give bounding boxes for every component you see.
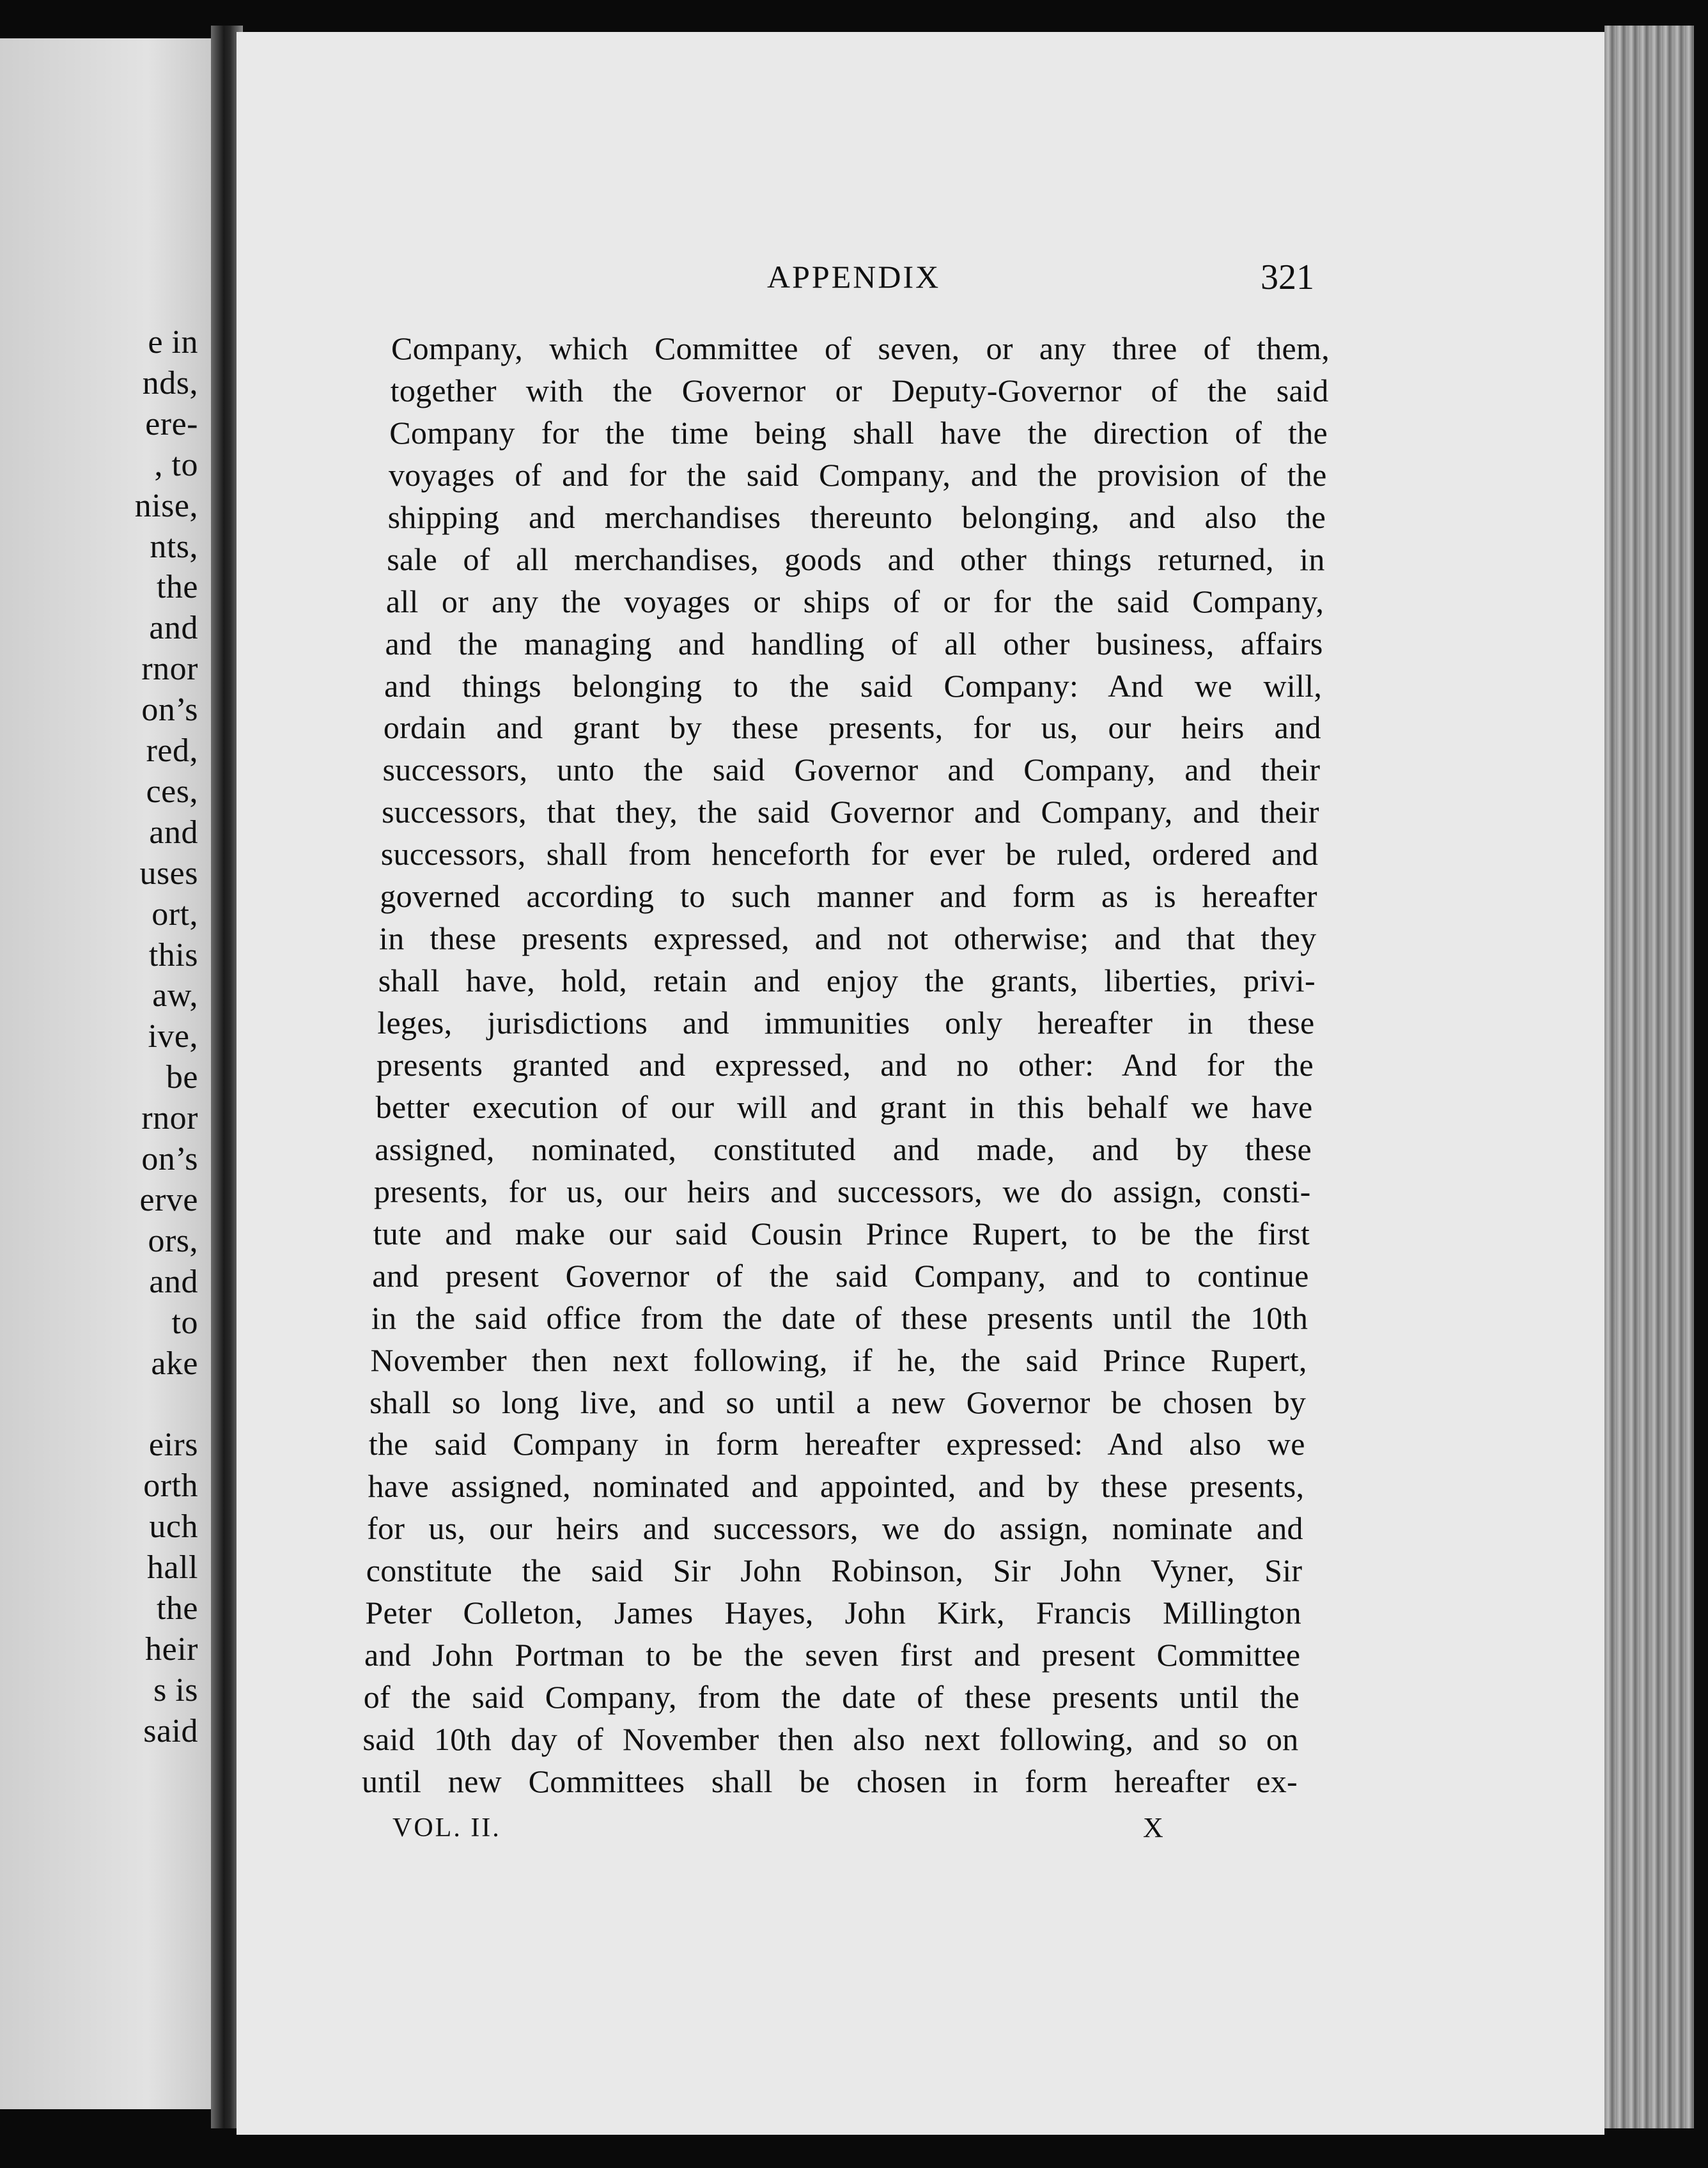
text-line: Company for the time being shall have the direction of the — [389, 414, 1328, 451]
text-line: successors, that they, the said Governor and Company, and their — [382, 794, 1319, 830]
left-page-line: uch — [149, 1508, 198, 1545]
left-page-line: on’s — [141, 692, 198, 729]
left-page-line: nds, — [142, 364, 198, 401]
left-page-line: uses — [139, 855, 198, 892]
text-line: have assigned, nominated and appointed, and by these presents, — [368, 1468, 1305, 1505]
text-line: shall have, hold, retain and enjoy the grants, liberties, privi- — [378, 963, 1316, 999]
left-page-line: rnor — [141, 1100, 198, 1137]
text-line: successors, shall from henceforth for ever be ruled, ordered and — [380, 836, 1319, 872]
text-line: constitute the said Sir John Robinson, Sir John Vyner, Sir — [366, 1552, 1303, 1589]
footer-volume: VOL. II. — [392, 1813, 501, 1843]
left-page-line: be — [166, 1059, 198, 1096]
text-line: successors, unto the said Governor and Company, and their — [382, 752, 1321, 788]
text-line: together with the Governor or Deputy-Governor of the said — [390, 372, 1329, 408]
left-page-line: to — [171, 1304, 198, 1341]
text-line: November then next following, if he, the said Prince Rupert, — [370, 1342, 1307, 1378]
text-line: until new Committees shall be chosen in form hereafter ex- — [362, 1763, 1298, 1799]
text-line: of the said Company, from the date of these presents until the — [363, 1679, 1300, 1715]
left-page-line: erve — [139, 1181, 198, 1218]
page-number: 321 — [1261, 258, 1314, 297]
text-line: Peter Colleton, James Hayes, John Kirk, Francis Millington — [365, 1595, 1301, 1631]
text-line: tute and make our said Cousin Prince Rupert, to be the first — [373, 1215, 1310, 1251]
left-page-line: the — [156, 569, 198, 606]
left-page-line: ive, — [148, 1018, 198, 1055]
left-page-line: ere- — [145, 405, 198, 442]
text-line: assigned, nominated, constituted and made, and by these — [375, 1131, 1312, 1167]
left-page-line: said — [143, 1712, 198, 1749]
left-page-line: and — [149, 814, 198, 851]
text-line: the said Company in form hereafter expressed: And also we — [368, 1426, 1305, 1462]
left-page-line: on’s — [141, 1141, 198, 1177]
left-page-line: ors, — [148, 1222, 198, 1259]
left-page-line: hall — [147, 1549, 198, 1586]
left-page-line: this — [148, 936, 198, 973]
text-line: leges, jurisdictions and immunities only hereafter in these — [377, 1005, 1315, 1041]
text-line: said 10th day of November then also next following, and so on — [362, 1721, 1299, 1758]
left-page-line: red, — [146, 732, 198, 769]
text-line: ordain and grant by these presents, for us, our heirs and — [383, 709, 1321, 746]
left-page-line: e in — [148, 324, 198, 360]
left-page-line: ort, — [151, 895, 198, 933]
left-page-line: rnor — [141, 651, 198, 688]
text-line: and John Portman to be the seven first and present Committee — [364, 1637, 1301, 1673]
left-page-line: , to — [154, 446, 198, 483]
text-line: shipping and merchandises thereunto belonging, and also the — [387, 499, 1326, 535]
text-line: presents granted and expressed, and no other: And for the — [377, 1047, 1314, 1083]
text-line: in the said office from the date of these presents until the 10th — [371, 1299, 1308, 1336]
text-line: all or any the voyages or ships of or for the said Company, — [385, 583, 1324, 619]
left-page-line: s is — [153, 1671, 198, 1708]
text-line: and the managing and handling of all other business, affairs — [385, 625, 1323, 662]
left-page-line: ake — [151, 1345, 198, 1382]
left-page-line: ces, — [146, 773, 198, 810]
left-page-line: aw, — [152, 977, 198, 1014]
left-page-line: orth — [143, 1467, 198, 1505]
footer-signature: X — [1143, 1812, 1163, 1843]
text-line: and present Governor of the said Company, and to continue — [372, 1257, 1309, 1294]
left-page-line: and — [149, 1263, 198, 1300]
text-line: sale of all merchandises, goods and other things returned, in — [387, 541, 1325, 577]
left-page-line: nts, — [150, 528, 198, 565]
text-line: in these presents expressed, and not otherwise; and that they — [379, 920, 1317, 957]
text-line: voyages of and for the said Company, and the provision of the — [388, 456, 1327, 493]
text-line: Company, which Committee of seven, or any three of them, — [391, 330, 1330, 366]
text-line: better execution of our will and grant in this behalf we have — [375, 1088, 1313, 1125]
left-page-line: heir — [145, 1630, 198, 1668]
left-page-line: eirs — [148, 1427, 198, 1464]
text-line: governed according to such manner and form as is hereafter — [380, 878, 1317, 915]
text-line: and things belonging to the said Company: And we will, — [384, 667, 1323, 704]
text-line: shall so long live, and so until a new Governor be chosen by — [369, 1384, 1307, 1420]
text-line: for us, our heirs and successors, we do assign, nominate and — [367, 1510, 1303, 1547]
running-header: APPENDIX — [767, 259, 941, 295]
left-page-line: nise, — [134, 487, 198, 524]
text-line: presents, for us, our heirs and successors, we do assign, consti- — [373, 1173, 1311, 1209]
left-page-line: and — [149, 610, 198, 647]
left-page-line: the — [156, 1590, 198, 1627]
